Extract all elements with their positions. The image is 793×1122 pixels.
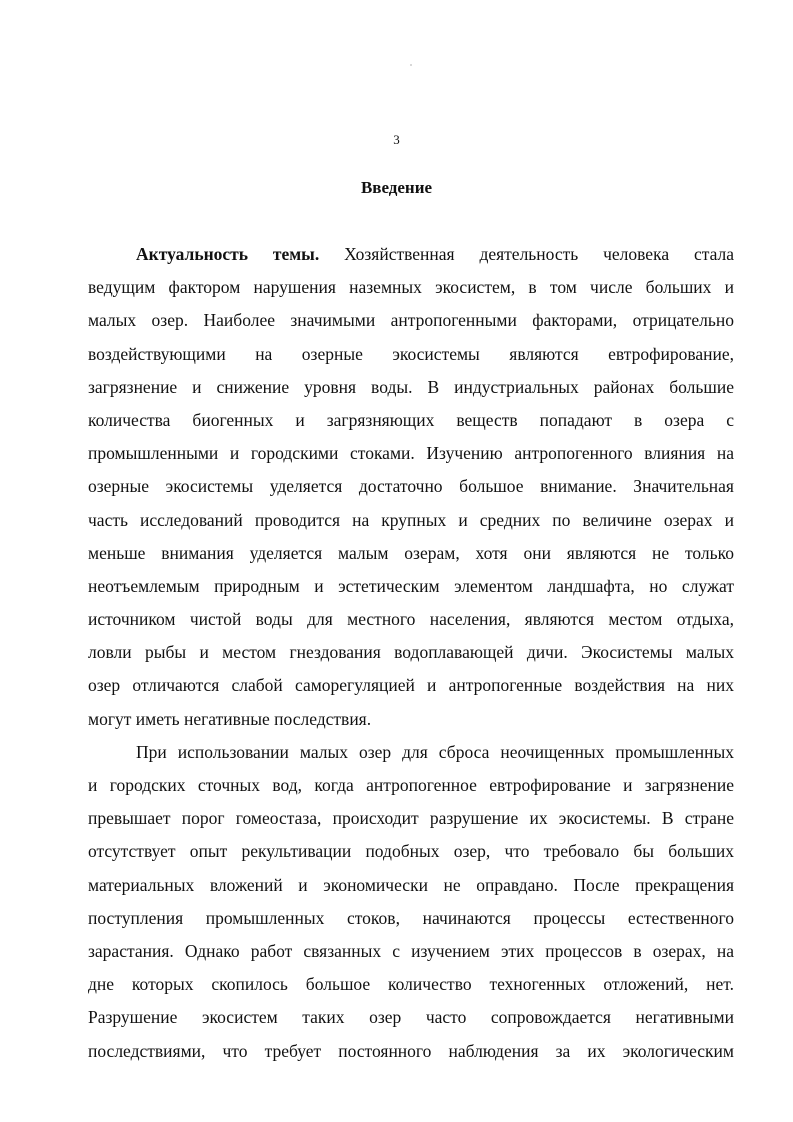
page-number: 3 [393,132,400,147]
paragraph-2-line: последствиями, что требует постоянного наблюдения за их экологическим [88,1040,734,1061]
paragraph-1-line: ловли рыбы и местом гнездования водоплавающей дичи. Экосистемы малых [88,642,734,663]
paragraph-1-line: источником чистой воды для местного населения, являются местом отдыха, [88,609,734,630]
paragraph-1-line: ведущим фактором нарушения наземных экосистем, в том числе больших и [88,277,734,298]
paragraph-1-line [88,238,734,271]
scan-speck [410,64,412,66]
paragraph-2-line: материальных вложений и экономически не оправдано. После прекращения [88,874,734,895]
paragraph-1-line-text: Хозяйственная деятельность человека стала [319,244,734,264]
paragraph-1-line: количества биогенных и загрязняющих веществ попадают в озера с [88,409,734,430]
paragraph-2-line: поступления промышленных стоков, начинаются процессы естественного [88,907,734,928]
section-heading: Введение [360,178,433,197]
paragraph-2-line: дне которых скопилось большое количество техногенных отложений, нет. [88,974,734,995]
paragraph-2-line: Разрушение экосистем таких озер часто сопровождается негативными [88,1007,734,1028]
paragraph-1-line: малых озер. Наиболее значимыми антропогенными факторами, отрицательно [88,310,734,331]
paragraph-2-line: и городских сточных вод, когда антропогенное евтрофирование и загрязнение [88,775,734,795]
paragraph-1-line: часть исследований проводится на крупных и средних по величине озерах и [88,509,734,530]
paragraph-2-line: отсутствует опыт рекультивации подобных озер, что требовало бы больших [88,841,734,862]
body-text [88,238,734,1068]
paragraph-1-line: озер отличаются слабой саморегуляцией и антропогенные воздействия на них [88,675,734,696]
paragraph-2-line: превышает порог гомеостаза, происходит разрушение их экосистемы. В стране [88,808,734,829]
paragraph-1-line: озерные экосистемы уделяется достаточно большое внимание. Значительная [88,476,734,497]
paragraph-1-line: промышленными и городскими стоками. Изучению антропогенного влияния на [88,443,734,464]
paragraph-1-line: загрязнение и снижение уровня воды. В индустриальных районах большие [88,376,734,397]
paragraph-1-line: неотъемлемым природным и эстетическим элементом ландшафта, но служат [88,575,734,596]
paragraph-1-line: меньше внимания уделяется малым озерам, хотя они являются не только [88,542,734,563]
paragraph-1-line: воздействующими на озерные экосистемы являются евтрофирование, [88,343,734,364]
paragraph-2-line: При использовании малых озер для сброса неочищенных промышленных [136,741,734,762]
paragraph-2-line: зарастания. Однако работ связанных с изучением этих процессов в озерах, на [88,940,734,961]
paragraph-1-line: могут иметь негативные последствия. [88,708,372,729]
lead-bold-phrase: Актуальность темы. [136,244,320,264]
